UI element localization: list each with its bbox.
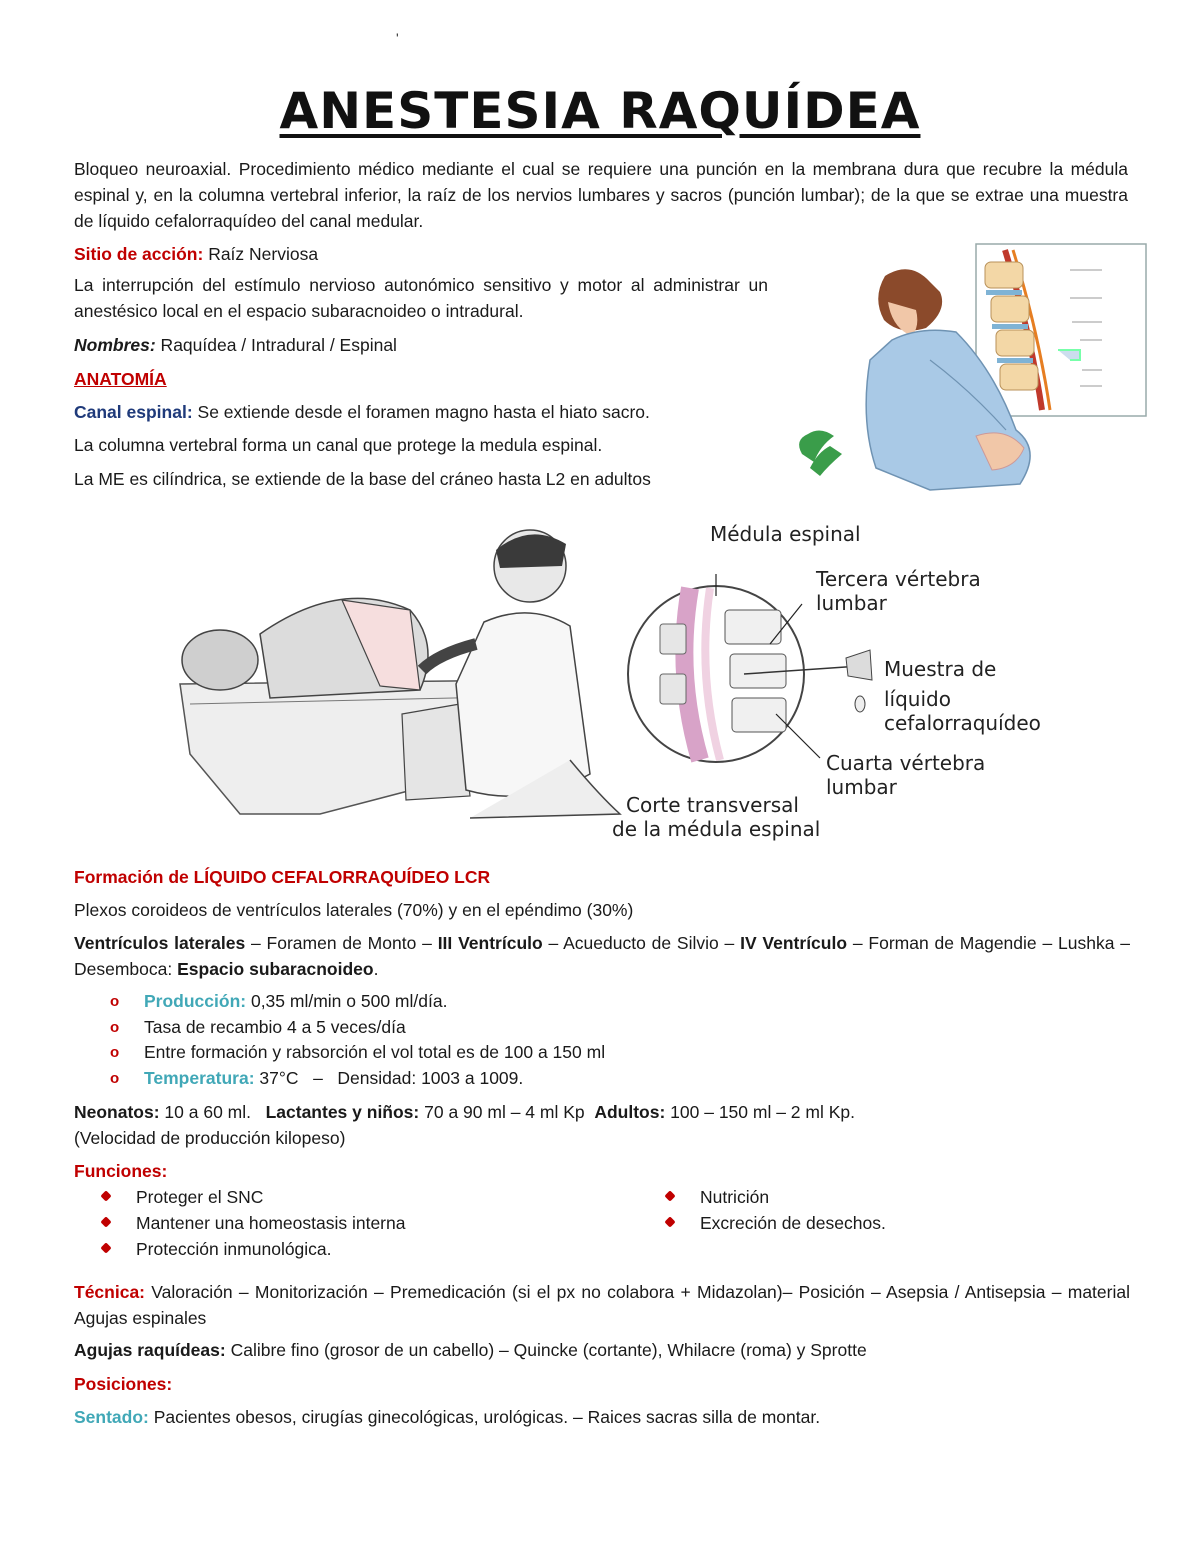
volumes-line xyxy=(74,1099,855,1125)
list-item xyxy=(98,1236,405,1262)
funciones-heading: Funciones: xyxy=(74,1161,168,1181)
label-muestra-1: Muestra de xyxy=(884,657,997,681)
label-medula: Médula espinal xyxy=(710,522,861,546)
sentado-value: Pacientes obesos, cirugías ginecológicas, urológicas. – Raices sacras silla de montar. xyxy=(148,1407,821,1427)
posiciones-heading: Posiciones: xyxy=(74,1374,173,1394)
list-item xyxy=(110,1015,605,1041)
funciones-right-list xyxy=(662,1184,886,1236)
neonatos-label: Neonatos: xyxy=(74,1102,160,1122)
bullet-icon: o xyxy=(110,1044,120,1061)
sentado-label: Sentado: xyxy=(74,1407,149,1427)
circuit-iv-ventriculo: IV Ventrículo xyxy=(740,933,848,953)
sitio-line xyxy=(74,241,318,267)
funcion-text: Nutrición xyxy=(700,1187,770,1207)
tasa-text: Tasa de recambio 4 a 5 veces/día xyxy=(144,1016,406,1037)
list-item xyxy=(662,1184,886,1210)
bullet-icon xyxy=(664,1216,675,1227)
canal-value: Se extiende desde el foramen magno hasta el hiato sacro. xyxy=(192,402,650,422)
circuit-iii-ventriculo: III Ventrículo xyxy=(437,933,543,953)
procedure-scene-icon xyxy=(180,530,620,818)
bullet-icon: o xyxy=(110,1018,120,1036)
lactantes-value: 70 a 90 ml – 4 ml Kp xyxy=(419,1102,595,1122)
circuit-magendie-lushka: – Forman de Magendie – Lushka – Desemboca: xyxy=(74,933,1130,979)
intro-paragraph: Bloqueo neuroaxial. Procedimiento médico mediante el cual se requiere una punción en la membrana dura que recubre la médula espinal y, en la columna vertebral inferior, la raíz de los nervios lumbares y sacros (punción lumbar); de la que se extrae una muestra de líquido cefalorraquídeo del canal medular. xyxy=(74,159,1128,231)
list-item xyxy=(110,989,605,1015)
volumes-note: (Velocidad de producción kilopeso) xyxy=(74,1128,346,1148)
funcion-text: Excreción de desechos. xyxy=(700,1213,886,1233)
nombres-label: Nombres: xyxy=(74,335,156,355)
circuit-foramen-monto: – Foramen de Monto – xyxy=(245,933,438,953)
bullet-icon xyxy=(100,1216,111,1227)
label-corte-1: Corte transversal xyxy=(626,793,799,817)
sentado-line xyxy=(74,1404,820,1430)
temperatura-label: Temperatura: xyxy=(144,1067,255,1088)
sitio-value: Raíz Nerviosa xyxy=(203,244,319,264)
bullet-icon: o xyxy=(110,1069,120,1087)
label-corte-2: de la médula espinal xyxy=(612,817,821,841)
label-muestra-2: líquido xyxy=(884,687,951,711)
circuit-period: . xyxy=(373,959,379,979)
list-item xyxy=(110,1040,605,1066)
bullet-icon xyxy=(664,1190,675,1201)
circuit-ventriculos-laterales: Ventrículos laterales xyxy=(74,933,246,953)
list-item xyxy=(662,1210,886,1236)
tecnica-label: Técnica: xyxy=(74,1282,145,1302)
funcion-text: Protección inmunológica. xyxy=(136,1239,332,1259)
interrupcion-paragraph: La interrupción del estímulo nervioso autonómico sensitivo y motor al administrar un anestésico local en el espacio subaracnoideo o intradural. xyxy=(74,275,768,321)
list-item xyxy=(98,1184,405,1210)
canal-line xyxy=(74,399,650,425)
lcr-list xyxy=(110,989,605,1091)
funcion-text: Proteger el SNC xyxy=(136,1187,264,1207)
seated-patient-illustration xyxy=(780,240,1152,502)
lactantes-label: Lactantes y niños: xyxy=(265,1102,420,1122)
nombres-line xyxy=(74,332,397,358)
label-muestra-3: cefalorraquídeo xyxy=(884,711,1041,735)
anatomia-heading: ANATOMÍA xyxy=(74,369,167,389)
label-tercera-1: Tercera vértebra xyxy=(816,567,981,591)
plexos-line: Plexos coroideos de ventrículos laterales (70%) y en el epéndimo (30%) xyxy=(74,900,634,920)
label-tercera-2: lumbar xyxy=(816,591,887,615)
entre-text: Entre formación y rabsorción el vol total es de 100 a 150 ml xyxy=(144,1042,606,1062)
bullet-icon: o xyxy=(110,993,120,1010)
label-cuarta-1: Cuarta vértebra xyxy=(826,751,986,775)
page-title: ANESTESIA RAQUÍDEA xyxy=(279,82,921,140)
lcr-heading: Formación de LÍQUIDO CEFALORRAQUÍDEO LCR xyxy=(74,867,491,887)
funciones-left-list xyxy=(98,1184,405,1262)
nombres-value: Raquídea / Intradural / Espinal xyxy=(155,335,397,355)
label-cuarta-2: lumbar xyxy=(826,775,897,799)
circuit-paragraph xyxy=(74,930,1130,982)
tecnica-value: Valoración – Monitorización – Premedicación (si el px no colabora + Midazolan)– Posición – Asepsia / Antisepsia – material Agujas espinales xyxy=(74,1282,1130,1328)
produccion-label: Producción: xyxy=(144,991,247,1011)
agujas-line xyxy=(74,1337,867,1363)
tecnica-paragraph xyxy=(74,1279,1130,1331)
agujas-value: Calibre fino (grosor de un cabello) – Quincke (cortante), Whilacre (roma) y Sprotte xyxy=(225,1340,867,1360)
bullet-icon xyxy=(100,1190,111,1201)
circuit-espacio-subaracnoideo: Espacio subaracnoideo xyxy=(177,959,374,979)
canal-label: Canal espinal: xyxy=(74,402,193,422)
adultos-label: Adultos: xyxy=(594,1102,666,1122)
circuit-acueducto: – Acueducto de Silvio – xyxy=(542,933,741,953)
funcion-text: Mantener una homeostasis interna xyxy=(136,1213,406,1233)
temperatura-value: 37°C – Densidad: 1003 a 1009. xyxy=(254,1067,524,1088)
agujas-label: Agujas raquídeas: xyxy=(74,1340,226,1360)
bullet-icon xyxy=(100,1242,111,1253)
produccion-value: 0,35 ml/min o 500 ml/día. xyxy=(246,991,448,1011)
columna-line: La columna vertebral forma un canal que protege la medula espinal. xyxy=(74,435,603,455)
adultos-value: 100 – 150 ml – 2 ml Kp. xyxy=(665,1102,856,1122)
me-line: La ME es cilíndrica, se extiende de la base del cráneo hasta L2 en adultos xyxy=(74,469,651,489)
header-mark: ' xyxy=(396,30,399,46)
list-item xyxy=(98,1210,405,1236)
lumbar-puncture-figure xyxy=(170,514,1060,846)
list-item xyxy=(110,1066,605,1092)
sitio-label: Sitio de acción: xyxy=(74,244,204,264)
neonatos-value: 10 a 60 ml. xyxy=(159,1102,266,1122)
